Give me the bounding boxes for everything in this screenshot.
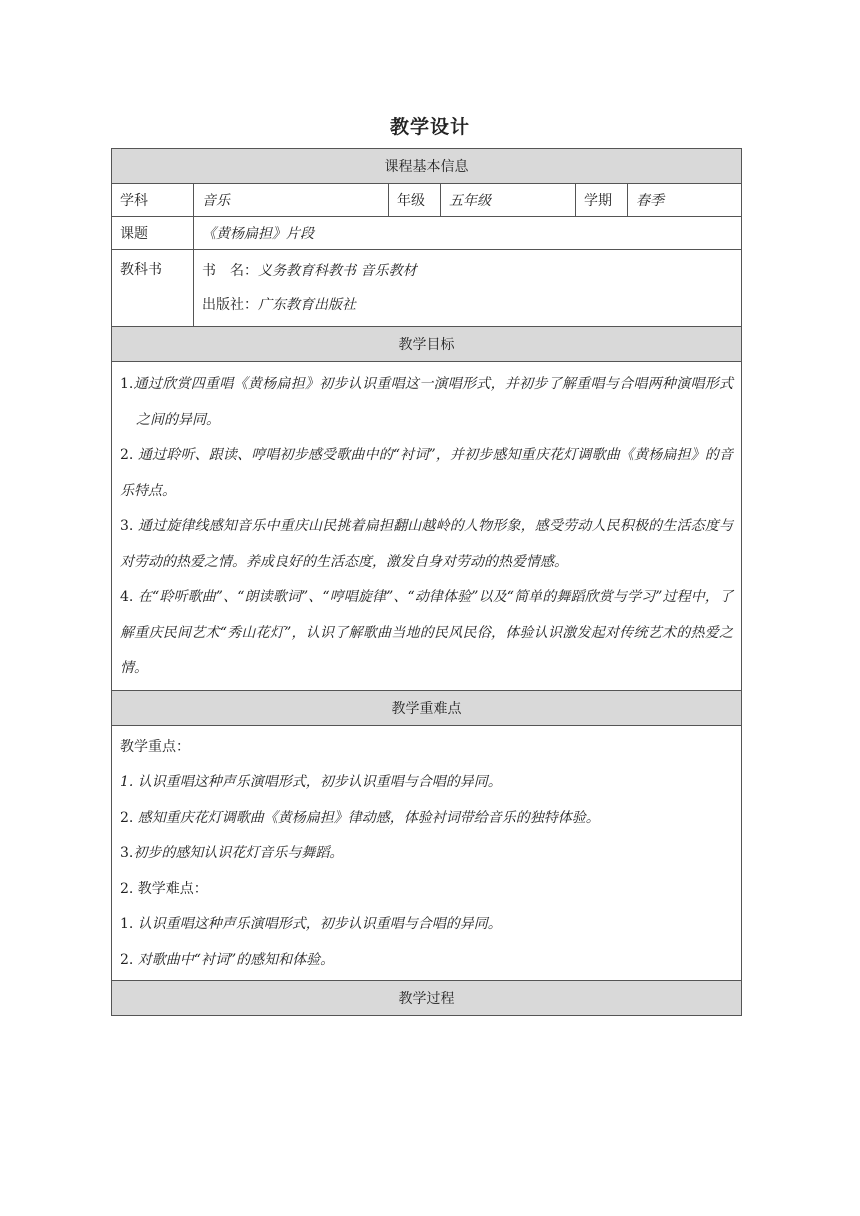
section-header-objectives: 教学目标 <box>112 327 742 362</box>
textbook-label: 教科书 <box>112 250 194 327</box>
publisher-line <box>202 288 733 322</box>
section-header-process: 教学过程 <box>112 981 742 1016</box>
section-row-key-difficult <box>112 690 742 725</box>
grade-label: 年级 <box>389 184 441 217</box>
info-row-topic <box>112 217 742 250</box>
difficult-item: 2. 对歌曲中“衬词”的感知和体验。 <box>120 951 335 968</box>
difficult-item: 1. 认识重唱这种声乐演唱形式，初步认识重唱与合唱的异同。 <box>120 916 502 932</box>
key-points-cell <box>112 725 742 981</box>
textbook-value <box>194 250 742 327</box>
term-value: 春季 <box>628 184 742 217</box>
info-row-subject <box>112 184 742 217</box>
section-row-basic <box>112 149 742 184</box>
publisher-value: 广东教育出版社 <box>258 297 356 313</box>
objectives-cell <box>112 362 742 691</box>
subject-label: 学科 <box>112 184 194 217</box>
objective-item: 1.通过欣赏四重唱《黄杨扁担》初步认识重唱这一演唱形式，并初步了解重唱与合唱两种演唱形式之间的异同。 <box>120 376 734 428</box>
objective-item: 4. 在“聆听歌曲”、“朗读歌词”、“哼唱旋律”、“动律体验”以及“简单的舞蹈欣赏与学习”过程中，了解重庆民间艺术“秀山花灯”，认识了解歌曲当地的民风民俗，体验认识激发起对传统艺术的热爱之情。 <box>120 589 734 676</box>
book-name-line <box>202 254 733 288</box>
key-item: 3.初步的感知认识花灯音乐与舞蹈。 <box>120 845 344 861</box>
objective-item: 2. 通过聆听、跟读、哼唱初步感受歌曲中的“衬词”，并初步感知重庆花灯调歌曲《黄杨扁担》的音乐特点。 <box>120 447 734 499</box>
objective-item: 3. 通过旋律线感知音乐中重庆山民挑着扁担翻山越岭的人物形象，感受劳动人民积极的生活态度与对劳动的热爱之情。养成良好的生活态度，激发自身对劳动的热爱情感。 <box>120 518 734 570</box>
section-header-basic: 课程基本信息 <box>112 149 742 184</box>
book-name-label: 书 名： <box>202 263 258 279</box>
key-points-row <box>112 725 742 981</box>
page-title: 教学设计 <box>389 116 470 138</box>
lesson-plan-table <box>111 148 742 1016</box>
subject-value: 音乐 <box>194 184 389 217</box>
info-row-textbook <box>112 250 742 327</box>
topic-label: 课题 <box>112 217 194 250</box>
term-label: 学期 <box>576 184 628 217</box>
key-item: 2. 感知重庆花灯调歌曲《黄杨扁担》律动感，体验衬词带给音乐的独特体验。 <box>120 809 600 826</box>
grade-value: 五年级 <box>441 184 576 217</box>
objectives-row <box>112 362 742 691</box>
section-row-objectives <box>112 327 742 362</box>
key-item: 1. 认识重唱这种声乐演唱形式，初步认识重唱与合唱的异同。 <box>120 774 502 790</box>
topic-value: 《黄杨扁担》片段 <box>194 217 742 250</box>
section-row-process <box>112 981 742 1016</box>
key-heading: 教学重点： <box>120 738 190 755</box>
difficult-heading: 2. 教学难点： <box>120 880 208 897</box>
section-header-key-difficult: 教学重难点 <box>112 690 742 725</box>
book-name-value: 义务教育科教书 音乐教材 <box>258 263 417 279</box>
publisher-label: 出版社： <box>202 297 258 313</box>
